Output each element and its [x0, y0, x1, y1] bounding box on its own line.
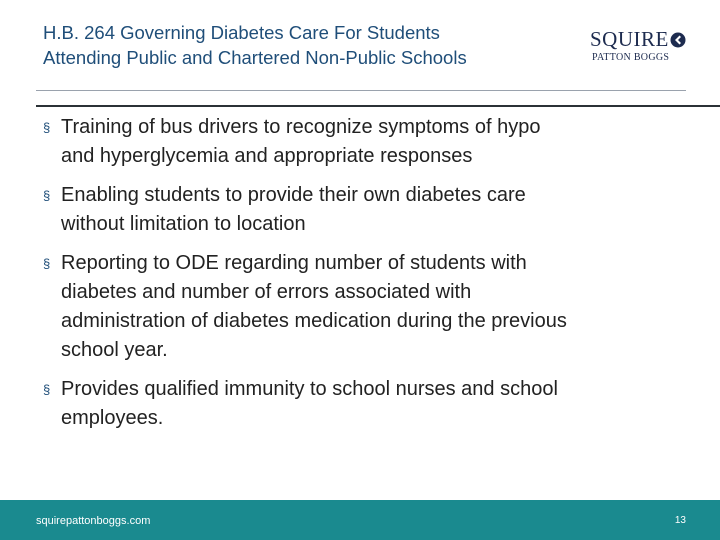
bullet-line: school year.: [61, 339, 168, 361]
bullet-line: without limitation to location: [61, 213, 306, 235]
page-number: 13: [674, 515, 686, 526]
bullet-marker: §: [43, 256, 51, 271]
slide-title: [43, 20, 573, 70]
bullet-marker: §: [43, 188, 51, 203]
bullet-item: [43, 375, 693, 433]
bullet-line: Enabling students to provide their own diabetes care: [61, 184, 526, 206]
bullet-marker: §: [43, 382, 51, 397]
bullet-list: [43, 113, 693, 443]
footer-website-link[interactable]: squirepattonboggs.com: [36, 515, 151, 527]
content-divider: [36, 105, 720, 107]
logo-wordmark: SQUIRE: [590, 27, 669, 51]
bullet-line: diabetes and number of errors associated with: [61, 281, 472, 303]
bullet-line: Training of bus drivers to recognize symptoms of hypo: [61, 116, 541, 138]
title-line-1: H.B. 264 Governing Diabetes Care For Students: [43, 22, 440, 43]
bullet-item: [43, 113, 693, 171]
header-divider: [36, 90, 686, 91]
title-line-2: Attending Public and Chartered Non-Public Schools: [43, 47, 467, 68]
footer-bar: [0, 500, 720, 540]
bullet-line: Provides qualified immunity to school nurses and school: [61, 378, 558, 400]
bullet-item: [43, 249, 693, 365]
bullet-item: [43, 181, 693, 239]
logo-subtext: PATTON BOGGS: [592, 52, 670, 63]
bullet-line: Reporting to ODE regarding number of students with: [61, 252, 527, 274]
bullet-marker: §: [43, 120, 51, 135]
chevron-logo-icon: [670, 32, 686, 48]
bullet-line: administration of diabetes medication during the previous: [61, 310, 567, 332]
company-logo: [590, 28, 690, 68]
bullet-line: employees.: [61, 407, 164, 429]
bullet-line: and hyperglycemia and appropriate responses: [61, 145, 473, 167]
